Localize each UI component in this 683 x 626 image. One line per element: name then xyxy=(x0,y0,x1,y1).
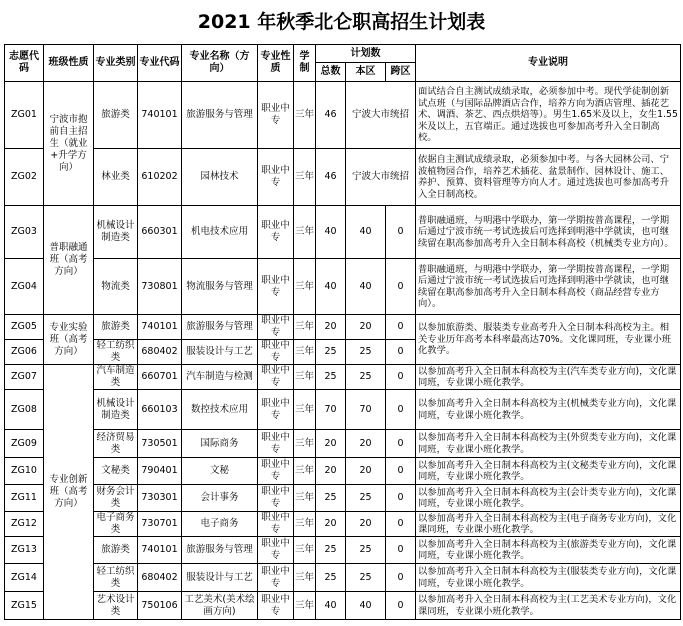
header-total: 总数 xyxy=(316,63,346,82)
cell-local: 40 xyxy=(346,592,386,620)
table-row xyxy=(5,458,681,485)
cell-nature: 职业中专 xyxy=(258,206,294,259)
cell-nature: 职业中专 xyxy=(258,564,294,592)
cell-major-code: 790401 xyxy=(138,458,182,485)
table-row xyxy=(5,206,681,259)
cell-note: 以参加旅游类、服装类专业高考升入全日制本科高校为主。相关专业历年高考本科率最高达70%。文化课同班，专业课小班化教学。 xyxy=(416,315,681,365)
header-class-type: 班级性质 xyxy=(44,45,94,82)
cell-total: 25 xyxy=(316,485,346,512)
cell-total: 25 xyxy=(316,564,346,592)
cell-category: 电子商务类 xyxy=(94,512,138,537)
cell-category: 轻工纺织类 xyxy=(94,340,138,365)
cell-cross: 0 xyxy=(386,592,416,620)
header-local: 本区 xyxy=(346,63,386,82)
cell-code: ZG11 xyxy=(5,485,44,512)
cell-nature: 职业中专 xyxy=(258,390,294,430)
table-row xyxy=(5,564,681,592)
cell-duration: 三年 xyxy=(294,430,316,458)
cell-cross: 0 xyxy=(386,206,416,259)
cell-duration: 三年 xyxy=(294,458,316,485)
cell-total: 20 xyxy=(316,512,346,537)
cell-code: ZG14 xyxy=(5,564,44,592)
cell-local: 40 xyxy=(346,259,386,315)
cell-code: ZG10 xyxy=(5,458,44,485)
cell-nature: 职业中专 xyxy=(258,340,294,365)
cell-category: 财务会计类 xyxy=(94,485,138,512)
cell-major-name: 物流服务与管理 xyxy=(182,259,258,315)
cell-major-name: 机电技术应用 xyxy=(182,206,258,259)
cell-duration: 三年 xyxy=(294,512,316,537)
cell-note: 以参加高考升入全日制本科高校为主(文秘类专业方向)，文化课同班，专业课小班化教学。 xyxy=(416,458,681,485)
cell-cross: 0 xyxy=(386,564,416,592)
cell-code: ZG15 xyxy=(5,592,44,620)
cell-note: 以参加高考升入全日制本科高校为主(服装类专业方向)，文化课同班，专业课小班化教学。 xyxy=(416,564,681,592)
cell-major-code: 730301 xyxy=(138,485,182,512)
cell-total: 40 xyxy=(316,259,346,315)
cell-nature: 职业中专 xyxy=(258,430,294,458)
cell-local: 25 xyxy=(346,537,386,564)
cell-local: 25 xyxy=(346,485,386,512)
cell-major-name: 旅游服务与管理 xyxy=(182,82,258,149)
cell-cross: 0 xyxy=(386,485,416,512)
cell-duration: 三年 xyxy=(294,485,316,512)
cell-code: ZG03 xyxy=(5,206,44,259)
cell-total: 40 xyxy=(316,592,346,620)
cell-major-code: 660103 xyxy=(138,390,182,430)
header-major-name: 专业名称（方向） xyxy=(182,45,258,82)
cell-cross: 0 xyxy=(386,537,416,564)
cell-major-code: 730501 xyxy=(138,430,182,458)
cell-major-name: 汽车制造与检测 xyxy=(182,365,258,390)
cell-nature: 职业中专 xyxy=(258,365,294,390)
cell-code: ZG12 xyxy=(5,512,44,537)
cell-note: 以参加高考升入全日制本科高校为主(机械类专业方向)，文化课同班，专业课小班化教学。 xyxy=(416,390,681,430)
cell-note: 普职融通班，与明港中学联办，第一学期按普高课程，一学期后通过宁波市统一考试选拔后可选择到明港中学就读，也可继续留在职高参加高考升入全日制本科高校（机械类专业方向）。 xyxy=(416,206,681,259)
cell-duration: 三年 xyxy=(294,82,316,149)
cell-major-name: 工艺美术(美术绘画方向) xyxy=(182,592,258,620)
cell-major-code: 680402 xyxy=(138,340,182,365)
header-notes: 专业说明 xyxy=(416,45,681,82)
page-title: 2021 年秋季北仑职高招生计划表 xyxy=(197,11,486,33)
cell-class-type: 专业创新班（高考方向） xyxy=(44,365,94,620)
cell-code: ZG08 xyxy=(5,390,44,430)
cell-class-type: 专业实验班（高考方向） xyxy=(44,315,94,365)
cell-duration: 三年 xyxy=(294,259,316,315)
cell-duration: 三年 xyxy=(294,315,316,340)
cell-cross: 0 xyxy=(386,430,416,458)
cell-total: 25 xyxy=(316,340,346,365)
cell-note: 面试结合自主测试成绩录取，必须参加中考。现代学徒制创新试点班（与国际品牌酒店合作，培养方向为酒店管理、插花艺术、调酒、茶艺、西点烘焙等）。男生1.65米及以上，女生1.55米及以上，五官端正。通过选拔也可参加高考升入全日制高校。 xyxy=(416,82,681,149)
cell-total: 20 xyxy=(316,458,346,485)
cell-duration: 三年 xyxy=(294,390,316,430)
cell-local: 25 xyxy=(346,340,386,365)
cell-nature: 职业中专 xyxy=(258,512,294,537)
cell-total: 20 xyxy=(316,430,346,458)
cell-major-code: 660301 xyxy=(138,206,182,259)
cell-local: 70 xyxy=(346,390,386,430)
cell-code: ZG06 xyxy=(5,340,44,365)
cell-major-name: 会计事务 xyxy=(182,485,258,512)
cell-nature: 职业中专 xyxy=(258,149,294,206)
cell-category: 林业类 xyxy=(94,149,138,206)
cell-major-code: 740101 xyxy=(138,537,182,564)
cell-total: 46 xyxy=(316,149,346,206)
cell-nature: 职业中专 xyxy=(258,485,294,512)
cell-note: 依据自主测试成绩录取，必须参加中考。与各大园林公司、宁波植物园合作，培养艺术插花、盆景制作、园林设计、施工、养护、预算、资料管理等方向人才。通过选拔也可参加高考升入全日制高校。 xyxy=(416,149,681,206)
cell-code: ZG09 xyxy=(5,430,44,458)
header-duration: 学制 xyxy=(294,45,316,82)
cell-major-name: 旅游服务与管理 xyxy=(182,537,258,564)
cell-local: 20 xyxy=(346,315,386,340)
cell-note: 以参加高考升入全日制本科高校为主(外贸类专业方向)，文化课同班，专业课小班化教学。 xyxy=(416,430,681,458)
cell-local: 宁波大市统招 xyxy=(346,82,416,149)
header-major-code: 专业代码 xyxy=(138,45,182,82)
cell-duration: 三年 xyxy=(294,149,316,206)
cell-local: 25 xyxy=(346,365,386,390)
table-row xyxy=(5,485,681,512)
cell-local: 20 xyxy=(346,512,386,537)
cell-category: 旅游类 xyxy=(94,82,138,149)
header-code: 志愿代码 xyxy=(5,45,44,82)
cell-major-name: 电子商务 xyxy=(182,512,258,537)
cell-major-name: 数控技术应用 xyxy=(182,390,258,430)
cell-cross: 0 xyxy=(386,315,416,340)
cell-major-name: 服装设计与工艺 xyxy=(182,564,258,592)
cell-cross: 0 xyxy=(386,340,416,365)
cell-major-code: 680402 xyxy=(138,564,182,592)
cell-cross: 0 xyxy=(386,259,416,315)
cell-nature: 职业中专 xyxy=(258,259,294,315)
cell-major-code: 610202 xyxy=(138,149,182,206)
header-row-1 xyxy=(5,45,681,63)
cell-note: 以参加高考升入全日制本科高校为主(会计类专业方向)，文化课同班，专业课小班化教学。 xyxy=(416,485,681,512)
table-row xyxy=(5,430,681,458)
table-row xyxy=(5,592,681,620)
enrollment-plan-table xyxy=(4,44,681,620)
cell-major-code: 750106 xyxy=(138,592,182,620)
table-row xyxy=(5,259,681,315)
cell-code: ZG01 xyxy=(5,82,44,149)
cell-category: 物流类 xyxy=(94,259,138,315)
cell-nature: 职业中专 xyxy=(258,82,294,149)
cell-note: 以参加高考升入全日制本科高校为主(工艺美术专业方向)，文化课同班，专业课小班化教学。 xyxy=(416,592,681,620)
cell-category: 旅游类 xyxy=(94,537,138,564)
table-row xyxy=(5,149,681,206)
header-plan-group: 计划数 xyxy=(316,45,416,63)
cell-note: 以参加高考升入全日制本科高校为主(旅游类专业方向)，文化课同班，专业课小班化教学。 xyxy=(416,537,681,564)
cell-category: 经济贸易类 xyxy=(94,430,138,458)
cell-major-name: 旅游服务与管理 xyxy=(182,315,258,340)
cell-duration: 三年 xyxy=(294,206,316,259)
cell-duration: 三年 xyxy=(294,340,316,365)
cell-duration: 三年 xyxy=(294,537,316,564)
cell-category: 机械设计制造类 xyxy=(94,206,138,259)
cell-category: 旅游类 xyxy=(94,315,138,340)
cell-nature: 职业中专 xyxy=(258,592,294,620)
cell-note: 以参加高考升入全日制本科高校为主(电子商务专业方向)，文化课同班，专业课小班化教学。 xyxy=(416,512,681,537)
cell-total: 25 xyxy=(316,537,346,564)
cell-category: 艺术设计类 xyxy=(94,592,138,620)
cell-nature: 职业中专 xyxy=(258,458,294,485)
cell-total: 46 xyxy=(316,82,346,149)
cell-code: ZG04 xyxy=(5,259,44,315)
table-row xyxy=(5,315,681,340)
cell-major-name: 文秘 xyxy=(182,458,258,485)
cell-class-type: 宁波市抱前自主招生（就业+升学方向） xyxy=(44,82,94,206)
cell-nature: 职业中专 xyxy=(258,537,294,564)
cell-note: 以参加高考升入全日制本科高校为主(汽车类专业方向)，文化课同班，专业课小班化教学。 xyxy=(416,365,681,390)
cell-total: 70 xyxy=(316,390,346,430)
cell-duration: 三年 xyxy=(294,592,316,620)
cell-cross: 0 xyxy=(386,512,416,537)
cell-major-code: 730701 xyxy=(138,512,182,537)
table-row xyxy=(5,390,681,430)
cell-class-type: 普职融通班（高考方向） xyxy=(44,206,94,315)
cell-major-name: 园林技术 xyxy=(182,149,258,206)
cell-note: 普职融通班，与明港中学联办，第一学期按普高课程，一学期后通过宁波市统一考试选拔后可选择到明港中学就读，也可继续留在职高参加高考升入全日制本科高校（商品经营专业方向）。 xyxy=(416,259,681,315)
cell-code: ZG05 xyxy=(5,315,44,340)
cell-local: 40 xyxy=(346,206,386,259)
cell-total: 25 xyxy=(316,365,346,390)
cell-total: 40 xyxy=(316,206,346,259)
cell-category: 文秘类 xyxy=(94,458,138,485)
cell-cross: 0 xyxy=(386,458,416,485)
cell-major-code: 740101 xyxy=(138,315,182,340)
table-row xyxy=(5,537,681,564)
cell-major-code: 660701 xyxy=(138,365,182,390)
cell-category: 轻工纺织类 xyxy=(94,564,138,592)
cell-major-name: 服装设计与工艺 xyxy=(182,340,258,365)
cell-code: ZG13 xyxy=(5,537,44,564)
cell-category: 汽车制造类 xyxy=(94,365,138,390)
cell-local: 20 xyxy=(346,430,386,458)
cell-local: 宁波大市统招 xyxy=(346,149,416,206)
table-row xyxy=(5,365,681,390)
cell-total: 20 xyxy=(316,315,346,340)
cell-major-code: 740101 xyxy=(138,82,182,149)
cell-code: ZG07 xyxy=(5,365,44,390)
cell-duration: 三年 xyxy=(294,564,316,592)
cell-major-name: 国际商务 xyxy=(182,430,258,458)
cell-major-code: 730801 xyxy=(138,259,182,315)
header-major-nature: 专业性质 xyxy=(258,45,294,82)
cell-cross: 0 xyxy=(386,365,416,390)
cell-duration: 三年 xyxy=(294,365,316,390)
cell-local: 25 xyxy=(346,564,386,592)
cell-category: 机械设计制造类 xyxy=(94,390,138,430)
cell-cross: 0 xyxy=(386,390,416,430)
cell-code: ZG02 xyxy=(5,149,44,206)
header-major-category: 专业类别 xyxy=(94,45,138,82)
cell-local: 20 xyxy=(346,458,386,485)
header-cross: 跨区 xyxy=(386,63,416,82)
cell-nature: 职业中专 xyxy=(258,315,294,340)
table-row xyxy=(5,512,681,537)
table-row xyxy=(5,82,681,149)
